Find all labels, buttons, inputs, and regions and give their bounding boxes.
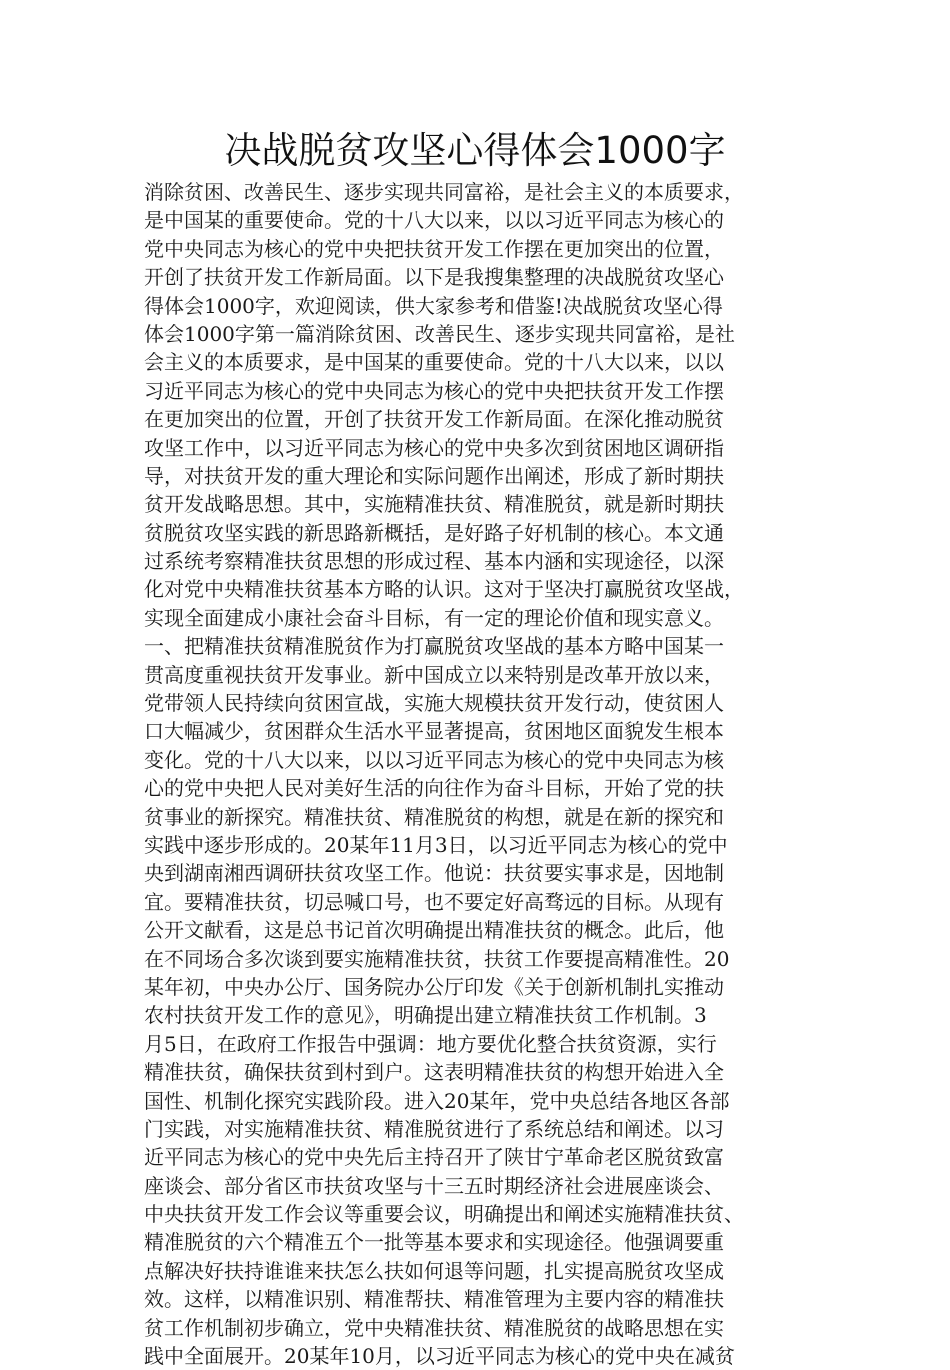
body-text-line: 党带领人民持续向贫困宣战，实施大规模扶贫开发行动，使贫困人 [144,691,724,716]
body-text-line: 某年初，中央办公厅、国务院办公厅印发《关于创新机制扎实推动 [144,974,724,999]
body-text-line: 公开文献看，这是总书记首次明确提出精准扶贫的概念。此后，他 [144,918,724,943]
body-text-line: 开创了扶贫开发工作新局面。以下是我搜集整理的决战脱贫攻坚心 [144,265,724,290]
body-text-line: 习近平同志为核心的党中央同志为核心的党中央把扶贫开发工作摆 [144,378,724,403]
body-text-line: 贫开发战略思想。其中，实施精准扶贫、精准脱贫，就是新时期扶 [144,492,724,517]
body-text-line: 消除贫困、改善民生、逐步实现共同富裕，是社会主义的本质要求， [144,180,744,204]
body-text-line: 农村扶贫开发工作的意见》，明确提出建立精准扶贫工作机制。3 [144,1003,707,1028]
body-text-line: 贫事业的新探究。精准扶贫、精准脱贫的构想，就是在新的探究和 [144,804,724,829]
body-text-line: 贫工作机制初步确立，党中央精准扶贫、精准脱贫的战略思想在实 [144,1315,724,1340]
body-text-line: 化对党中央精准扶贫基本方略的认识。这对于坚决打赢脱贫攻坚战， [144,577,744,602]
body-text-line: 体会1000字第一篇消除贫困、改善民生、逐步实现共同富裕，是社 [144,321,735,346]
body-text-line: 实践中逐步形成的。20某年11月3日，以习近平同志为核心的党中 [144,832,728,857]
body-text-line: 过系统考察精准扶贫思想的形成过程、基本内涵和实现途径，以深 [144,549,724,574]
body-text-line: 践中全面展开。20某年10月，以习近平同志为核心的党中央在减贫 [144,1344,735,1369]
body-text-line: 心的党中央把人民对美好生活的向往作为奋斗目标，开始了党的扶 [144,776,724,801]
body-text-line: 宜。要精准扶贫，切忌喊口号，也不要定好高骛远的目标。从现有 [144,889,724,914]
body-text-line: 精准扶贫，确保扶贫到村到户。这表明精准扶贫的构想开始进入全 [144,1060,724,1085]
body-text-line: 门实践，对实施精准扶贫、精准脱贫进行了系统总结和阐述。以习 [144,1116,724,1141]
body-text-line: 得体会1000字，欢迎阅读，供大家参考和借鉴!决战脱贫攻坚心得 [144,293,723,318]
body-text-line: 央到湖南湘西调研扶贫攻坚工作。他说：扶贫要实事求是，因地制 [144,861,724,886]
body-text-line: 月5日，在政府工作报告中强调：地方要优化整合扶贫资源，实行 [144,1031,717,1056]
body-text-line: 在更加突出的位置，开创了扶贫开发工作新局面。在深化推动脱贫 [144,407,724,432]
body-text-line: 效。这样，以精准识别、精准帮扶、精准管理为主要内容的精准扶 [144,1287,724,1312]
body-text-line: 口大幅减少，贫困群众生活水平显著提高，贫困地区面貌发生根本 [144,719,724,744]
body-text-line: 导，对扶贫开发的重大理论和实际问题作出阐述，形成了新时期扶 [144,463,724,488]
body-text-line: 国性、机制化探究实践阶段。进入20某年，党中央总结各地区各部 [144,1088,730,1113]
body-text-line: 党中央同志为核心的党中央把扶贫开发工作摆在更加突出的位置， [144,236,724,261]
body-text-line: 座谈会、部分省区市扶贫攻坚与十三五时期经济社会进展座谈会、 [144,1173,724,1198]
body-text-line: 攻坚工作中，以习近平同志为核心的党中央多次到贫困地区调研指 [144,435,724,460]
body-text-line: 近平同志为核心的党中央先后主持召开了陕甘宁革命老区脱贫致富 [144,1145,724,1170]
body-text-line: 实现全面建成小康社会奋斗目标，有一定的理论价值和现实意义。 [144,605,724,630]
body-text-line: 精准脱贫的六个精准五个一批等基本要求和实现途径。他强调要重 [144,1230,724,1255]
body-text-line: 点解决好扶持谁谁来扶怎么扶如何退等问题，扎实提高脱贫攻坚成 [144,1258,724,1283]
body-text-line: 贫脱贫攻坚实践的新思路新概括，是好路子好机制的核心。本文通 [144,520,724,545]
body-text-line: 是中国某的重要使命。党的十八大以来，以以习近平同志为核心的 [144,208,724,233]
document-body [144,178,808,1370]
body-text-line: 变化。党的十八大以来，以以习近平同志为核心的党中央同志为核 [144,747,724,772]
body-text-line: 在不同场合多次谈到要实施精准扶贫，扶贫工作要提高精准性。20 [144,946,730,971]
body-text-line: 中央扶贫开发工作会议等重要会议，明确提出和阐述实施精准扶贫、 [144,1202,744,1227]
body-text-line: 会主义的本质要求，是中国某的重要使命。党的十八大以来，以以 [144,350,724,375]
body-text-line: 贯高度重视扶贫开发事业。新中国成立以来特别是改革开放以来， [144,662,724,687]
body-text-line: 一、把精准扶贫精准脱贫作为打赢脱贫攻坚战的基本方略中国某一 [144,634,724,659]
document-title: 决战脱贫攻坚心得体会1000字 [224,129,726,172]
